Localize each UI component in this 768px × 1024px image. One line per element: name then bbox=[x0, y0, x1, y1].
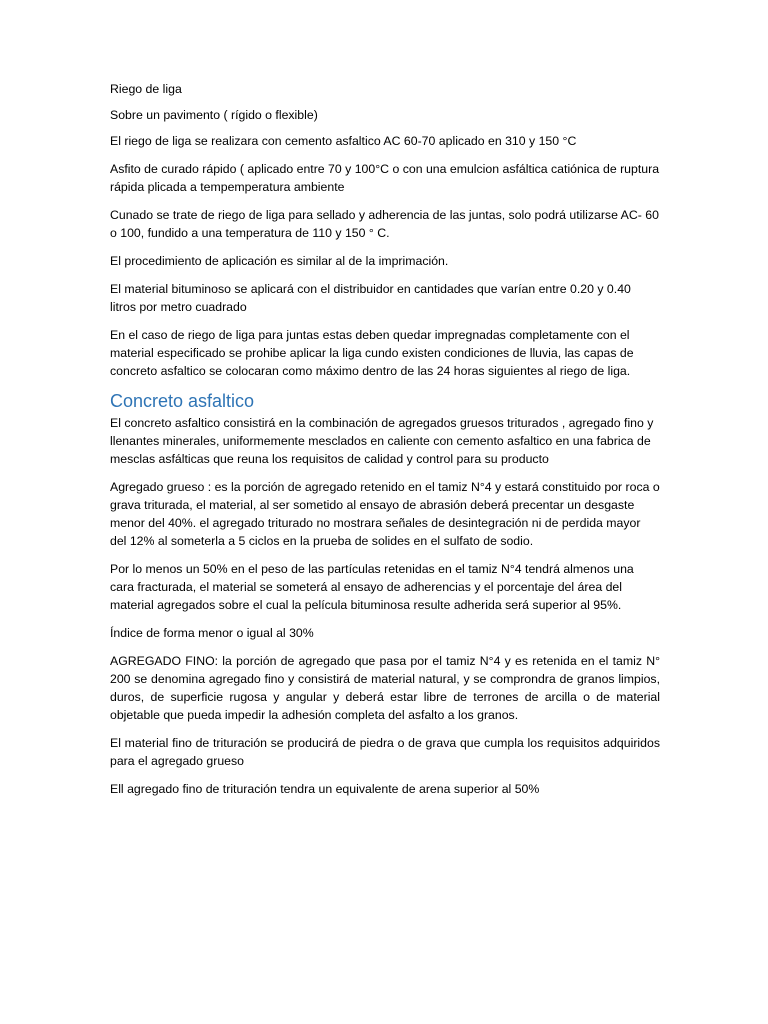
paragraph: Ell agregado fino de trituración tendra un equivalente de arena superior al 50% bbox=[110, 782, 540, 796]
section-heading: Concreto asfaltico bbox=[110, 391, 255, 411]
paragraph: Cunado se trate de riego de liga para sellado y adherencia de las juntas, solo podrá utilizarse AC- 60 o 100, fundido a una temperatura de 110 y 150 ° C. bbox=[110, 208, 659, 240]
paragraph: Por lo menos un 50% en el peso de las partículas retenidas en el tamiz N°4 tendrá almenos una cara fracturada, el material se someterá al ensayo de adherencias y el porcentaje del área del material agregados sobre el cual la película bituminosa resulte adherida será superior al 95%. bbox=[110, 562, 634, 612]
paragraph: En el caso de riego de liga para juntas estas deben quedar impregnadas completamente con el material especificado se prohibe aplicar la liga cundo existen condiciones de lluvia, las capas de concreto asfaltico se colocaran como máximo dentro de las 24 horas siguientes al riego de liga. bbox=[110, 328, 634, 378]
paragraph: Índice de forma menor o igual al 30% bbox=[110, 626, 314, 640]
paragraph: El concreto asfaltico consistirá en la combinación de agregados gruesos triturados , agregado fino y llenantes minerales, uniformemente mesclados en caliente con cemento asfaltico en una fabrica de mesclas asfálticas que reuna los requisitos de calidad y control para su producto bbox=[110, 416, 654, 466]
paragraph: El material fino de trituración se producirá de piedra o de grava que cumpla los requisitos adquiridos para el agregado grueso bbox=[110, 736, 660, 768]
paragraph: Agregado grueso : es la porción de agregado retenido en el tamiz N°4 y estará constituido por roca o grava triturada, el material, al ser sometido al ensayo de abrasión deberá precentar un desgaste menor del 40%. el agregado triturado no mostrara señales de desintegración ni de perdida mayor del 12% al someterla a 5 ciclos en la prueba de solides en el sulfato de sodio. bbox=[110, 480, 660, 548]
paragraph: Asfito de curado rápido ( aplicado entre 70 y 100°C o con una emulcion asfáltica catiónica de ruptura rápida plicada a tempemperatura ambiente bbox=[110, 162, 660, 194]
paragraph: AGREGADO FINO: la porción de agregado que pasa por el tamiz N°4 y es retenida en el tamiz N° 200 se denomina agregado fino y consistirá de material natural, y se comprondra de granos limpios, duros, de superficie rugosa y angular y deberá estar libre de terrones de arcilla o de material objetable que pueda impedir la adhesión completa del asfalto a los granos. bbox=[110, 654, 660, 722]
paragraph: El procedimiento de aplicación es similar al de la imprimación. bbox=[110, 254, 449, 268]
paragraph: El riego de liga se realizara con cemento asfaltico AC 60-70 aplicado en 310 y 150 °C bbox=[110, 134, 577, 148]
paragraph-subtitle: Sobre un pavimento ( rígido o flexible) bbox=[110, 108, 318, 122]
paragraph-title: Riego de liga bbox=[110, 82, 182, 96]
paragraph: El material bituminoso se aplicará con el distribuidor en cantidades que varían entre 0.20 y 0.40 litros por metro cuadrado bbox=[110, 282, 631, 314]
document-page bbox=[110, 80, 660, 808]
